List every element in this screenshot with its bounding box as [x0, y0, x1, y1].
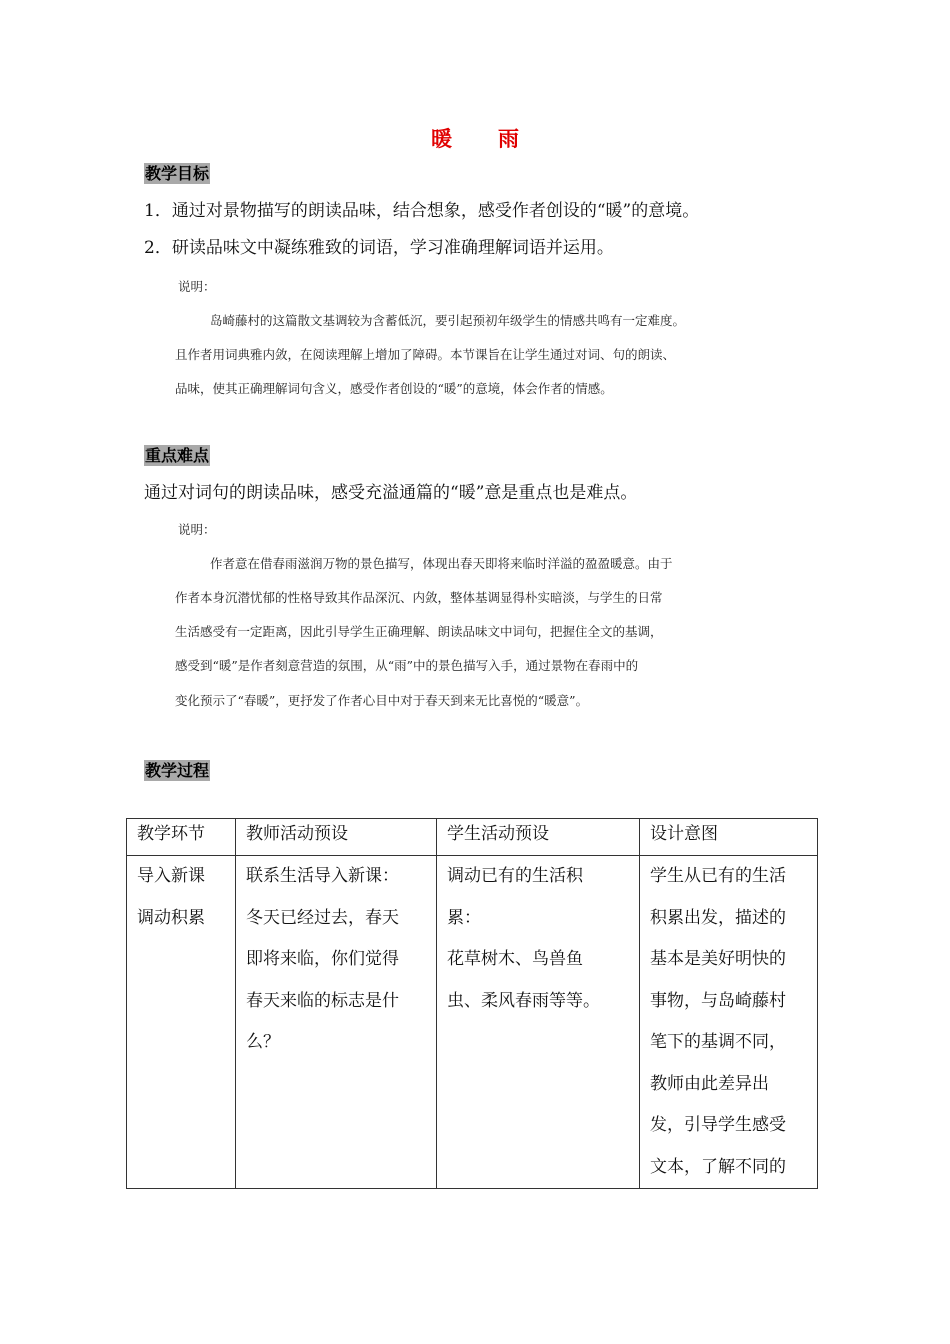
cell-line: 冬天已经过去，春天: [246, 907, 399, 928]
cell-line: 春天来临的标志是什: [246, 990, 399, 1011]
process-heading: 教学过程: [145, 761, 210, 780]
table-cell-stage: [127, 856, 236, 1189]
cell-line: 么？: [246, 1032, 280, 1052]
cell-line: 文本，了解不同的: [650, 1156, 786, 1177]
cell-line: 调动积累: [137, 907, 205, 928]
cell-line: 累：: [447, 907, 481, 928]
cell-line: 即将来临，你们觉得: [246, 949, 399, 969]
key-points-note-line-4: 感受到“暖”是作者刻意营造的氛围，从“雨”中的景色描写入手，通过景物在春雨中的: [175, 658, 639, 673]
objectives-note-line-1: 岛崎藤村的这篇散文基调较为含蓄低沉，要引起预初年级学生的情感共鸣有一定难度。: [210, 313, 686, 328]
table-row: [127, 856, 818, 1189]
cell-line: 虫、柔风春雨等等。: [447, 990, 600, 1011]
title-char-1: 暖: [431, 126, 452, 151]
table-header-cell: 教学环节: [127, 819, 236, 856]
table-header-cell: 设计意图: [640, 819, 818, 856]
table-header-row: [127, 819, 818, 856]
objectives-note-line-2: 且作者用词典雅内敛，在阅读理解上增加了障碍。本节课旨在让学生通过对词、句的朗读、: [175, 347, 676, 362]
table-cell-student: [437, 856, 640, 1189]
cell-line: 导入新课: [137, 866, 205, 886]
key-points-note-line-2: 作者本身沉潜忧郁的性格导致其作品深沉、内敛，整体基调显得朴实暗淡，与学生的日常: [175, 590, 663, 605]
key-points-note-label: 说明：: [178, 522, 216, 537]
title-char-2: 雨: [498, 126, 519, 151]
cell-line: 发，引导学生感受: [650, 1115, 786, 1135]
objective-item-1: 1．通过对景物描写的朗读品味，结合想象，感受作者创设的“暖”的意境。: [144, 201, 700, 221]
table-cell-intent: [640, 856, 818, 1189]
document-title: [0, 123, 950, 153]
table-cell-teacher: [236, 856, 437, 1189]
cell-line: 花草树木、鸟兽鱼: [447, 949, 583, 969]
key-points-heading: 重点难点: [145, 446, 210, 465]
cell-line: 调动已有的生活积: [447, 866, 583, 886]
key-points-note-line-5: 变化预示了“春暖”，更抒发了作者心目中对于春天到来无比喜悦的“暖意”。: [175, 693, 589, 708]
objectives-note-line-3: 品味，使其正确理解词句含义，感受作者创设的“暖”的意境，体会作者的情感。: [175, 381, 613, 396]
key-points-text: 通过对词句的朗读品味，感受充溢通篇的“暖”意是重点也是难点。: [144, 483, 638, 503]
key-points-note-line-3: 生活感受有一定距离，因此引导学生正确理解、朗读品味文中词句，把握住全文的基调，: [175, 624, 663, 639]
cell-line: 基本是美好明快的: [650, 949, 786, 969]
objectives-note-label: 说明：: [178, 279, 216, 294]
cell-line: 积累出发，描述的: [650, 907, 786, 928]
lesson-table: [126, 818, 818, 1189]
objective-item-2: 2．研读品味文中凝练雅致的词语，学习准确理解词语并运用。: [144, 238, 614, 258]
cell-line: 教师由此差异出: [650, 1073, 769, 1094]
key-points-note-line-1: 作者意在借春雨滋润万物的景色描写，体现出春天即将来临时洋溢的盈盈暖意。由于: [210, 556, 673, 571]
table-header-cell: 学生活动预设: [437, 819, 640, 856]
cell-line: 事物，与岛崎藤村: [650, 990, 786, 1011]
cell-line: 联系生活导入新课：: [246, 866, 399, 886]
cell-line: 笔下的基调不同，: [650, 1032, 786, 1052]
objectives-heading: 教学目标: [145, 164, 210, 183]
cell-line: 学生从已有的生活: [650, 866, 786, 886]
table-header-cell: 教师活动预设: [236, 819, 437, 856]
